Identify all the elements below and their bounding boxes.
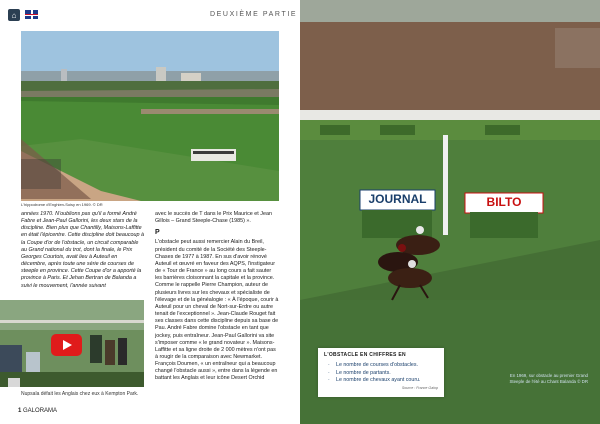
youtube-play-button[interactable] [51, 334, 82, 356]
infobox-item: · Le nombre de partants. [336, 370, 438, 378]
stats-infobox [318, 348, 444, 397]
page-footer [18, 408, 57, 414]
infobox-title: L'OBSTACLE EN CHIFFRES EN [324, 352, 406, 358]
magazine-name: GALORAMA [23, 408, 58, 414]
infobox-item: · Le nombre de courses d'obstacles. [336, 362, 438, 370]
infobox-item: · Le nombre de chevaux ayant couru. [336, 377, 438, 385]
uk-flag-icon[interactable] [25, 10, 38, 19]
right-column-intro: avec le succès de T dans le Prix Maurice et Jean Gillois – Grand Steeple-Chase (1985) ». [155, 211, 272, 225]
right-column-body: L'obstacle peut aussi remercier Alain du Breil, président du comité de la Société des Steeple-Chases de 1977 à 1987. En sus d'avoir rénové Auteuil et œuvré en faveur des AQPS, l'instigateur de « Tour de France » au long cours a fait sauter les barrières cloisonnant la capitale et la province. Comme le rappelle Pierre Champion, auteur de plusieurs livres sur les chevaux et spécialiste de l'élevage et de la généalogie : « À l'époque, courir à Auteuil pour un cheval de Nort-sur-Erdre ou autre tenait de l'exceptionnel ». Jean-Claude Rouget fait ses classes dans cette discipline depuis sa base de Pau. André Fabre domine l'obstacle en tant que jockey, puis entraîneur. Jean-Paul Gallorini va site s'imposer comme « le grand novateur ». Maisons-Laffitte et sa ligne droite de 2 000 mètres n'ont pas à rougir de la comparaison avec Newmarket. François Doumen, « un entraîneur qui a beaucoup changé l'obstacle aussi », entre dans la légende en battant les Anglais et leur icône Desert Orchid [155, 239, 279, 382]
home-button[interactable] [8, 9, 20, 21]
page-number: 1 [18, 408, 22, 414]
home-icon: ⌂ [11, 10, 17, 20]
video-caption: Nupsala défait les Anglais chez eux à Kempton Park. [21, 391, 139, 397]
right-photo-caption: En 1969, sur obstacle au premier Grand Steeple de l'été au Chant Balanda © DR [509, 373, 588, 384]
left-column-text: années 1970. N'oublions pas qu'il a formé André Fabre et Jean-Paul Gallorini, les deux stars de la discipline. Bien plus que Chantilly, Maisons-Laffitte en était l'épicentre. Cette discipline doit beaucoup à la Coupe d'or de l'obstacle, un circuit comparable au Grand national du trot, dont la finale, le Prix Georges Courtois, avait lieu à Auteuil en décembre, après toute une série de courses de steeple en province. Cette Coupe d'or a apporté la province à Paris. Et Jehan Bertran de Balanda a suivi le mouvement, l'année suivant [21, 211, 144, 289]
infobox-source: Source : France Galop [401, 385, 438, 390]
drop-cap: P [155, 229, 160, 237]
sign-bilto: BILTO [486, 195, 522, 209]
enghien-hippodrome-photo [21, 31, 279, 201]
infobox-list [324, 362, 438, 385]
left-text-column [21, 211, 144, 290]
photo-top-caption: L'hippodrome d'Enghien-Soisy en 1969. © DR [21, 202, 103, 207]
sign-journal: JOURNAL [368, 192, 427, 206]
right-text-column [155, 211, 279, 383]
section-title: DEUXIÈME PARTIE [210, 11, 298, 18]
